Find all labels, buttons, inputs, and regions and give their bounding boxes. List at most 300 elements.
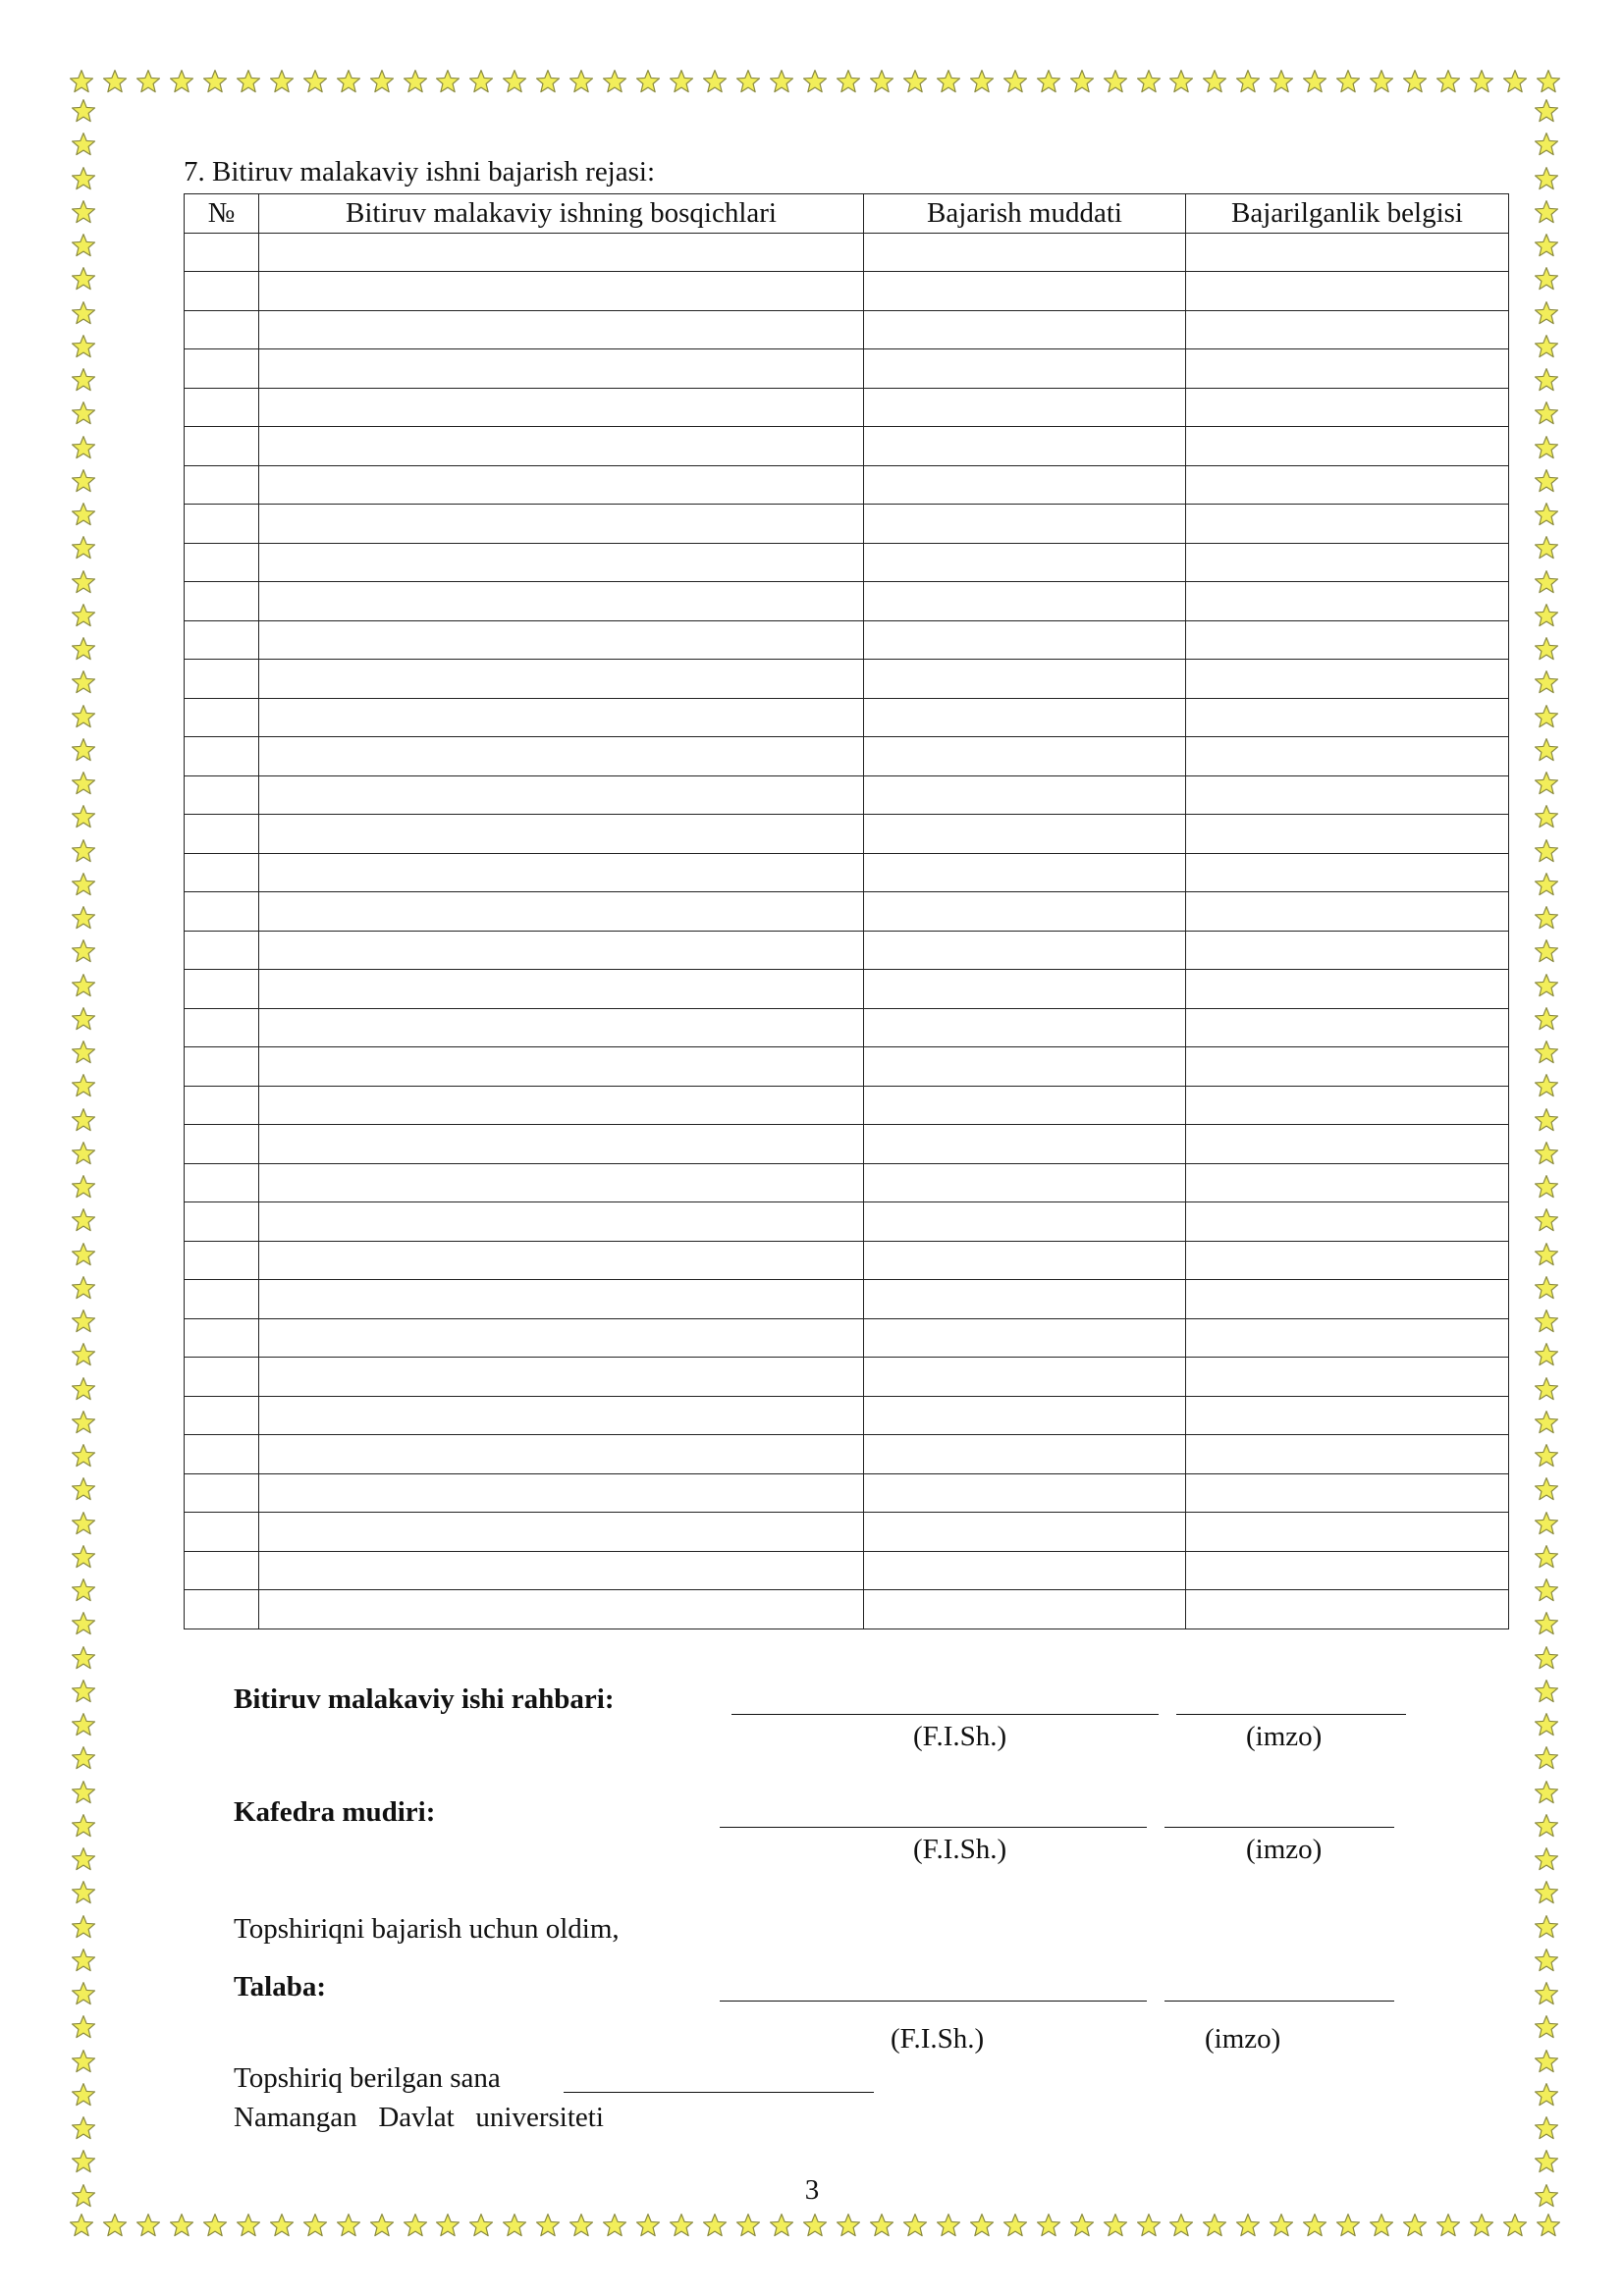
plan-table — [184, 193, 1509, 1629]
cell-completion-mark[interactable] — [1186, 1047, 1509, 1087]
table-row — [185, 1551, 1509, 1590]
star-icon — [1269, 2213, 1294, 2238]
star-icon — [1534, 804, 1559, 829]
cell-number[interactable] — [185, 1473, 259, 1513]
cell-number[interactable] — [185, 582, 259, 621]
cell-completion-mark[interactable] — [1186, 1435, 1509, 1474]
star-border-bottom — [69, 2211, 1561, 2240]
cell-deadline[interactable] — [864, 1551, 1186, 1590]
cell-stage[interactable] — [259, 1086, 864, 1125]
table-row — [185, 1473, 1509, 1513]
star-icon — [936, 2213, 961, 2238]
cell-deadline[interactable] — [864, 582, 1186, 621]
cell-stage[interactable] — [259, 1125, 864, 1164]
supervisor-name-line[interactable] — [731, 1714, 1159, 1715]
cell-number[interactable] — [185, 349, 259, 389]
cell-number[interactable] — [185, 815, 259, 854]
star-icon — [71, 1242, 96, 1267]
star-icon — [1534, 435, 1559, 460]
cell-deadline[interactable] — [864, 543, 1186, 582]
star-icon — [702, 69, 728, 94]
cell-number[interactable] — [185, 1358, 259, 1397]
cell-deadline[interactable] — [864, 1280, 1186, 1319]
cell-deadline[interactable] — [864, 1513, 1186, 1552]
cell-deadline[interactable] — [864, 272, 1186, 311]
cell-stage[interactable] — [259, 1202, 864, 1242]
cell-stage[interactable] — [259, 310, 864, 349]
cell-completion-mark[interactable] — [1186, 698, 1509, 737]
star-icon — [71, 771, 96, 796]
star-icon — [1036, 2213, 1061, 2238]
cell-completion-mark[interactable] — [1186, 1551, 1509, 1590]
table-row — [185, 775, 1509, 815]
cell-number[interactable] — [185, 388, 259, 427]
star-icon — [71, 1745, 96, 1771]
cell-deadline[interactable] — [864, 620, 1186, 660]
table-row — [185, 505, 1509, 544]
cell-number[interactable] — [185, 1125, 259, 1164]
cell-deadline[interactable] — [864, 427, 1186, 466]
star-icon — [869, 2213, 894, 2238]
cell-number[interactable] — [185, 310, 259, 349]
star-icon — [69, 69, 94, 94]
star-icon — [1534, 1611, 1559, 1636]
star-icon — [1534, 1880, 1559, 1905]
table-row — [185, 388, 1509, 427]
star-icon — [1534, 1174, 1559, 1200]
cell-completion-mark[interactable] — [1186, 1008, 1509, 1047]
star-icon — [71, 1712, 96, 1737]
star-icon — [1534, 2049, 1559, 2074]
date-line[interactable] — [564, 2092, 874, 2093]
star-icon — [1534, 1342, 1559, 1367]
cell-number[interactable] — [185, 1396, 259, 1435]
cell-completion-mark[interactable] — [1186, 970, 1509, 1009]
cell-completion-mark[interactable] — [1186, 427, 1509, 466]
cell-completion-mark[interactable] — [1186, 1241, 1509, 1280]
star-icon — [1534, 1511, 1559, 1536]
cell-stage[interactable] — [259, 970, 864, 1009]
supervisor-imzo-caption: (imzo) — [1246, 1721, 1323, 1752]
table-row — [185, 1202, 1509, 1242]
star-icon — [1136, 2213, 1162, 2238]
cell-number[interactable] — [185, 1513, 259, 1552]
table-row — [185, 660, 1509, 699]
table-row — [185, 1086, 1509, 1125]
table-row — [185, 1125, 1509, 1164]
cell-deadline[interactable] — [864, 1163, 1186, 1202]
table-row — [185, 582, 1509, 621]
cell-stage[interactable] — [259, 427, 864, 466]
star-icon — [71, 1342, 96, 1367]
cell-number[interactable] — [185, 1163, 259, 1202]
cell-number[interactable] — [185, 233, 259, 272]
cell-completion-mark[interactable] — [1186, 233, 1509, 272]
cell-deadline[interactable] — [864, 815, 1186, 854]
cell-deadline[interactable] — [864, 465, 1186, 505]
cell-number[interactable] — [185, 1590, 259, 1629]
cell-stage[interactable] — [259, 1551, 864, 1590]
cell-completion-mark[interactable] — [1186, 660, 1509, 699]
star-icon — [169, 69, 194, 94]
cell-deadline[interactable] — [864, 1435, 1186, 1474]
university-name: Namangan Davlat universiteti — [234, 2102, 604, 2133]
cell-completion-mark[interactable] — [1186, 349, 1509, 389]
cell-number[interactable] — [185, 1280, 259, 1319]
cell-deadline[interactable] — [864, 853, 1186, 892]
cell-completion-mark[interactable] — [1186, 543, 1509, 582]
star-icon — [1534, 367, 1559, 393]
cell-deadline[interactable] — [864, 233, 1186, 272]
supervisor-label: Bitiruv malakaviy ishi rahbari: — [234, 1683, 615, 1715]
star-icon — [71, 1410, 96, 1435]
date-label: Topshiriq berilgan sana — [234, 2062, 501, 2094]
cell-stage[interactable] — [259, 582, 864, 621]
cell-stage[interactable] — [259, 737, 864, 776]
star-icon — [1534, 1443, 1559, 1468]
star-icon — [71, 2049, 96, 2074]
cell-number[interactable] — [185, 1047, 259, 1087]
column-header-deadline: Bajarish muddati — [864, 194, 1186, 234]
cell-completion-mark[interactable] — [1186, 815, 1509, 854]
star-icon — [71, 1780, 96, 1805]
table-row — [185, 1318, 1509, 1358]
head-name-line[interactable] — [720, 1827, 1147, 1828]
cell-stage[interactable] — [259, 931, 864, 970]
star-icon — [1534, 334, 1559, 359]
star-icon — [1435, 69, 1461, 94]
cell-number[interactable] — [185, 1551, 259, 1590]
star-icon — [1534, 737, 1559, 763]
cell-completion-mark[interactable] — [1186, 1318, 1509, 1358]
star-icon — [1335, 2213, 1361, 2238]
table-row — [185, 1047, 1509, 1087]
star-icon — [1302, 2213, 1327, 2238]
cell-deadline[interactable] — [864, 1473, 1186, 1513]
star-border-right — [1532, 98, 1561, 2209]
cell-deadline[interactable] — [864, 1590, 1186, 1629]
star-icon — [71, 2082, 96, 2108]
cell-deadline[interactable] — [864, 388, 1186, 427]
cell-stage[interactable] — [259, 620, 864, 660]
cell-deadline[interactable] — [864, 1086, 1186, 1125]
star-icon — [169, 2213, 194, 2238]
cell-completion-mark[interactable] — [1186, 931, 1509, 970]
cell-completion-mark[interactable] — [1186, 388, 1509, 427]
cell-deadline[interactable] — [864, 775, 1186, 815]
star-icon — [802, 69, 828, 94]
star-icon — [1534, 938, 1559, 964]
cell-deadline[interactable] — [864, 1358, 1186, 1397]
cell-completion-mark[interactable] — [1186, 853, 1509, 892]
star-icon — [1534, 468, 1559, 494]
star-icon — [635, 69, 661, 94]
star-icon — [702, 2213, 728, 2238]
cell-stage[interactable] — [259, 660, 864, 699]
cell-number[interactable] — [185, 272, 259, 311]
cell-number[interactable] — [185, 970, 259, 1009]
cell-completion-mark[interactable] — [1186, 505, 1509, 544]
star-icon — [71, 1107, 96, 1133]
cell-completion-mark[interactable] — [1186, 1513, 1509, 1552]
cell-completion-mark[interactable] — [1186, 1163, 1509, 1202]
cell-completion-mark[interactable] — [1186, 582, 1509, 621]
cell-stage[interactable] — [259, 853, 864, 892]
cell-stage[interactable] — [259, 272, 864, 311]
star-icon — [71, 838, 96, 864]
table-row — [185, 1435, 1509, 1474]
cell-completion-mark[interactable] — [1186, 620, 1509, 660]
cell-stage[interactable] — [259, 1318, 864, 1358]
cell-completion-mark[interactable] — [1186, 1396, 1509, 1435]
star-icon — [1534, 905, 1559, 931]
star-icon — [71, 973, 96, 998]
cell-completion-mark[interactable] — [1186, 1125, 1509, 1164]
star-icon — [135, 69, 161, 94]
star-border-top — [69, 67, 1561, 96]
cell-stage[interactable] — [259, 465, 864, 505]
star-icon — [502, 2213, 527, 2238]
star-icon — [369, 2213, 395, 2238]
star-icon — [735, 69, 761, 94]
star-icon — [71, 1073, 96, 1098]
cell-number[interactable] — [185, 1202, 259, 1242]
star-icon — [1534, 1813, 1559, 1839]
table-row — [185, 815, 1509, 854]
star-icon — [1534, 1645, 1559, 1671]
star-icon — [1534, 704, 1559, 729]
star-icon — [202, 69, 228, 94]
column-header-completion-mark: Bajarilganlik belgisi — [1186, 194, 1509, 234]
star-icon — [71, 1275, 96, 1301]
cell-deadline[interactable] — [864, 970, 1186, 1009]
star-icon — [71, 804, 96, 829]
cell-stage[interactable] — [259, 1435, 864, 1474]
cell-deadline[interactable] — [864, 349, 1186, 389]
table-row — [185, 233, 1509, 272]
star-icon — [1534, 98, 1559, 124]
cell-number[interactable] — [185, 1008, 259, 1047]
star-icon — [1534, 1308, 1559, 1334]
cell-stage[interactable] — [259, 1513, 864, 1552]
cell-stage[interactable] — [259, 505, 864, 544]
cell-stage[interactable] — [259, 388, 864, 427]
cell-stage[interactable] — [259, 1358, 864, 1397]
cell-stage[interactable] — [259, 892, 864, 932]
star-icon — [1534, 2149, 1559, 2174]
cell-number[interactable] — [185, 931, 259, 970]
student-signature-line[interactable] — [1164, 2001, 1394, 2002]
cell-deadline[interactable] — [864, 1125, 1186, 1164]
star-icon — [1534, 2014, 1559, 2040]
star-icon — [71, 1813, 96, 1839]
star-icon — [71, 1207, 96, 1233]
star-icon — [869, 69, 894, 94]
star-icon — [1202, 69, 1227, 94]
cell-stage[interactable] — [259, 1473, 864, 1513]
cell-deadline[interactable] — [864, 1202, 1186, 1242]
star-icon — [936, 69, 961, 94]
star-icon — [468, 2213, 494, 2238]
star-icon — [1469, 69, 1494, 94]
cell-deadline[interactable] — [864, 505, 1186, 544]
star-icon — [71, 1308, 96, 1334]
star-icon — [1534, 838, 1559, 864]
star-icon — [71, 1981, 96, 2006]
cell-number[interactable] — [185, 698, 259, 737]
table-row — [185, 620, 1509, 660]
star-icon — [1534, 872, 1559, 897]
cell-stage[interactable] — [259, 1396, 864, 1435]
star-icon — [71, 1645, 96, 1671]
cell-number[interactable] — [185, 892, 259, 932]
cell-number[interactable] — [185, 1435, 259, 1474]
cell-stage[interactable] — [259, 1163, 864, 1202]
cell-number[interactable] — [185, 853, 259, 892]
cell-completion-mark[interactable] — [1186, 310, 1509, 349]
cell-completion-mark[interactable] — [1186, 737, 1509, 776]
page-number: 3 — [804, 2174, 820, 2206]
cell-completion-mark[interactable] — [1186, 1202, 1509, 1242]
star-icon — [1534, 1242, 1559, 1267]
table-row — [185, 465, 1509, 505]
star-icon — [435, 2213, 460, 2238]
table-row — [185, 737, 1509, 776]
cell-deadline[interactable] — [864, 310, 1186, 349]
star-icon — [1534, 1141, 1559, 1166]
star-icon — [1069, 2213, 1095, 2238]
cell-deadline[interactable] — [864, 698, 1186, 737]
cell-completion-mark[interactable] — [1186, 892, 1509, 932]
head-of-department-label: Kafedra mudiri: — [234, 1796, 436, 1828]
cell-completion-mark[interactable] — [1186, 1590, 1509, 1629]
star-icon — [1534, 2115, 1559, 2141]
cell-number[interactable] — [185, 1241, 259, 1280]
cell-deadline[interactable] — [864, 660, 1186, 699]
cell-completion-mark[interactable] — [1186, 272, 1509, 311]
cell-deadline[interactable] — [864, 1241, 1186, 1280]
star-icon — [1402, 69, 1428, 94]
cell-stage[interactable] — [259, 1047, 864, 1087]
cell-deadline[interactable] — [864, 931, 1186, 970]
cell-completion-mark[interactable] — [1186, 1358, 1509, 1397]
cell-deadline[interactable] — [864, 892, 1186, 932]
star-icon — [535, 69, 561, 94]
cell-completion-mark[interactable] — [1186, 775, 1509, 815]
cell-deadline[interactable] — [864, 1396, 1186, 1435]
cell-number[interactable] — [185, 660, 259, 699]
head-signature-line[interactable] — [1164, 1827, 1394, 1828]
table-row — [185, 1590, 1509, 1629]
cell-stage[interactable] — [259, 1280, 864, 1319]
star-icon — [1002, 69, 1028, 94]
star-icon — [71, 1443, 96, 1468]
star-icon — [468, 69, 494, 94]
star-icon — [336, 69, 361, 94]
star-icon — [71, 1880, 96, 1905]
cell-deadline[interactable] — [864, 1008, 1186, 1047]
star-icon — [1534, 1914, 1559, 1940]
column-header-number: № — [185, 194, 259, 234]
star-icon — [71, 468, 96, 494]
star-icon — [1235, 69, 1261, 94]
star-icon — [71, 98, 96, 124]
star-icon — [1534, 1410, 1559, 1435]
cell-deadline[interactable] — [864, 737, 1186, 776]
star-icon — [236, 69, 261, 94]
star-icon — [1136, 69, 1162, 94]
cell-number[interactable] — [185, 775, 259, 815]
cell-number[interactable] — [185, 1318, 259, 1358]
table-row — [185, 1280, 1509, 1319]
table-row — [185, 543, 1509, 582]
star-icon — [369, 69, 395, 94]
cell-completion-mark[interactable] — [1186, 1086, 1509, 1125]
cell-number[interactable] — [185, 737, 259, 776]
star-icon — [1534, 1376, 1559, 1402]
cell-stage[interactable] — [259, 815, 864, 854]
cell-completion-mark[interactable] — [1186, 1280, 1509, 1319]
student-label: Talaba: — [234, 1971, 327, 2002]
cell-number[interactable] — [185, 620, 259, 660]
table-row — [185, 349, 1509, 389]
cell-stage[interactable] — [259, 543, 864, 582]
star-icon — [1534, 603, 1559, 628]
star-icon — [1534, 1073, 1559, 1098]
cell-deadline[interactable] — [864, 1047, 1186, 1087]
student-name-line[interactable] — [720, 2001, 1147, 2002]
cell-deadline[interactable] — [864, 1318, 1186, 1358]
plan-table-body — [185, 233, 1509, 1629]
cell-stage[interactable] — [259, 233, 864, 272]
star-icon — [71, 1476, 96, 1502]
star-icon — [403, 2213, 428, 2238]
star-icon — [1534, 199, 1559, 225]
star-icon — [1103, 2213, 1128, 2238]
cell-stage[interactable] — [259, 1590, 864, 1629]
cell-stage[interactable] — [259, 775, 864, 815]
star-icon — [1534, 1577, 1559, 1603]
cell-stage[interactable] — [259, 698, 864, 737]
star-icon — [71, 2149, 96, 2174]
cell-stage[interactable] — [259, 1241, 864, 1280]
cell-number[interactable] — [185, 465, 259, 505]
star-icon — [1534, 669, 1559, 695]
star-icon — [71, 1141, 96, 1166]
star-icon — [1534, 771, 1559, 796]
table-row — [185, 310, 1509, 349]
supervisor-signature-line[interactable] — [1176, 1714, 1406, 1715]
cell-number[interactable] — [185, 1086, 259, 1125]
star-icon — [71, 199, 96, 225]
cell-number[interactable] — [185, 543, 259, 582]
cell-stage[interactable] — [259, 1008, 864, 1047]
star-icon — [71, 266, 96, 292]
star-icon — [1002, 2213, 1028, 2238]
star-icon — [71, 132, 96, 157]
star-icon — [836, 69, 861, 94]
cell-completion-mark[interactable] — [1186, 465, 1509, 505]
cell-completion-mark[interactable] — [1186, 1473, 1509, 1513]
star-icon — [1534, 1006, 1559, 1032]
star-icon — [302, 2213, 328, 2238]
star-icon — [1534, 1981, 1559, 2006]
star-icon — [1534, 1948, 1559, 1973]
cell-number[interactable] — [185, 505, 259, 544]
cell-number[interactable] — [185, 427, 259, 466]
cell-stage[interactable] — [259, 349, 864, 389]
star-icon — [71, 704, 96, 729]
